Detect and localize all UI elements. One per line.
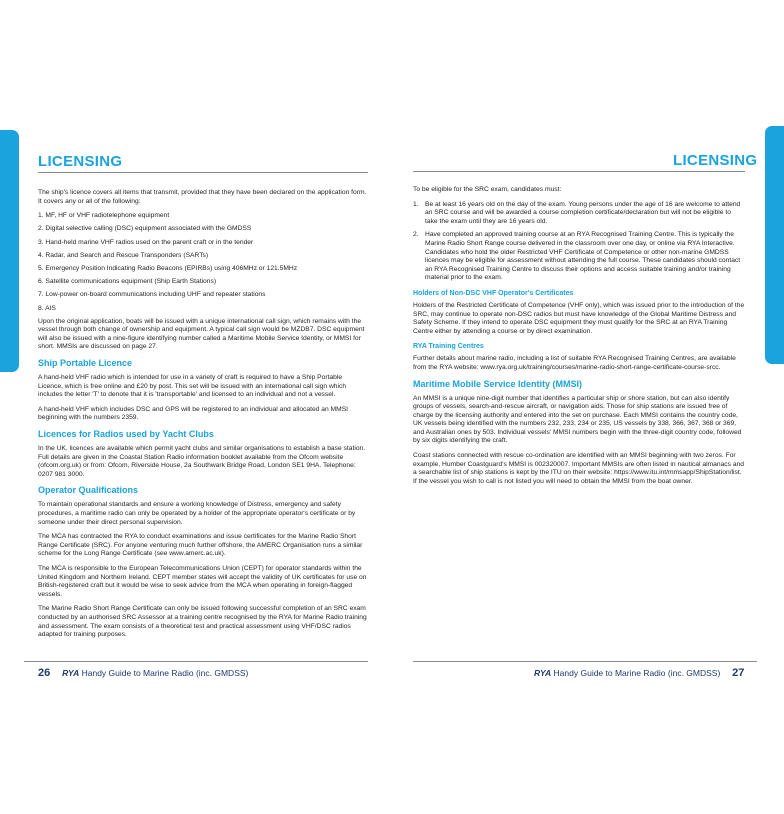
equipment-list-item: 3. Hand-held marine VHF radios used on the parent craft or in the tender [38,238,254,246]
right-page-tab [765,126,784,364]
section-title: Operator Qualifications [38,485,139,496]
eligibility-item [413,201,745,227]
eligibility-item [413,231,745,283]
left-page-tab [0,130,19,372]
right-footer-brand: RYA [534,668,552,678]
equipment-list-item: 1. MF, HF or VHF radiotelephone equipment [38,212,170,220]
section-title: Holders of Non-DSC VHF Operator's Certificates [413,289,574,297]
section-paragraph: In the UK, licences are available which permit yacht clubs and similar organisations to establish a base station. Full details are given in the Coastal Station Radio information booklet available from the Ofcom website (ofcom.org.uk) or from: Ofcom, Riverside House, 2a Southwark Bridge Road, London SE1 9HA. Telephone: 0207 981 3000. [38,445,366,478]
left-footer [38,667,248,679]
section-paragraph: A hand-held VHF radio which is intended for use in a variety of craft is required to have a Ship Portable Licence, which is free online and £20 by post. This set will be issued with an international call sign which includes the letter 'T' to denote that it is 'transportable' and licensed to an individual and not a vessel. [38,374,347,399]
right-page-heading: LICENSING [673,152,758,169]
section-paragraph: Further details about marine radio, including a list of suitable RYA Recognised Training Centres, are available from the RYA website: www.rya.org.uk/training/courses/marine-radio-short-range-certificate-course-srcc. [413,355,736,371]
equipment-list [38,212,368,313]
left-page-body [38,189,368,646]
left-page-heading: LICENSING [38,153,123,170]
left-footer-rule [24,661,368,662]
section-paragraph: An MMSI is a unique nine-digit number that identifies a particular ship or shore station, but can also identify groups of vessels, search-and-rescue aircraft, or navigation aids. Those for ship stations are issued free of charge by the licensing authority and entered into the set on purchase. Each MMSI contains the country code, UK vessels being identified with the numbers 232, 233, 234 or 235, US vessels by 338, 366, 367, 368 or 369, and Australian ones by 503. Individual vessels' MMSI numbers begin with the three-digit country code, followed by six digits identifying the craft. [413,394,742,445]
equipment-list-item: 4. Radar, and Search and Rescue Transponders (SARTs) [38,251,209,259]
section-title: Maritime Mobile Service Identity (MMSI) [413,378,583,389]
section-paragraph: The MCA is responsible to the European Telecommunications Union (CEPT) for operator standards within the United Kingdom and Northern Ireland. CEPT member states will accept the validity of UK certificates for use on British-registered craft but it would be wise to seek advice from the MCA when operating in foreign-flagged vessels. [38,564,367,598]
section-paragraph: Holders of the Restricted Certificate of Competence (VHF only), which was issued prior to the introduction of the SRC, may continue to operate non-DSC radios but must have knowledge of the Global Maritime Distress and Safety Scheme. If they intend to operate DSC equipment they must qualify for the SRC at an RYA Training Centre either by attending a course or by direct examination. [413,301,745,335]
right-intro: To be eligible for the SRC exam, candidates must: [413,186,562,193]
right-footer-title: Handy Guide to Marine Radio (inc. GMDSS) [553,668,721,678]
section-title: Licences for Radios used by Yacht Clubs [38,429,214,440]
equipment-list-item: 6. Satellite communications equipment (Ship Earth Stations) [38,278,217,286]
eligibility-text: Have completed an approved training course at an RYA Recognised Training Centre. This is typically the Marine Radio Short Range course delivered in the classroom over one day, or online via RYA Interactive. Candidates who hold the older Restricted VHF Certificate of Competence or other non-marine GMDSS licences may be eligible for assessment without attending the full course. These candidates should contact an RYA Recognised Training Centre to discuss their options and access suitable training and/or training material prior to the exam. [425,231,741,282]
right-page-number: 27 [732,667,745,679]
section-paragraph: Coast stations connected with rescue co-ordination are identified with an MMSI beginning with two zeros. For example, Humber Coastguard's MMSI is 002320007. Important MMSIs are often listed in nautical almanacs and a searchable list of ship stations is kept by the ITU on their website: https://www.itu.int/mmsapp/ShipStation/list. If the vessel you wish to call is not listed you will need to obtain the MMSI from the boat owner. [413,452,744,485]
eligibility-number: 2. [413,231,419,239]
eligibility-number: 1. [413,200,419,208]
section-paragraph: To maintain operational standards and ensure a working knowledge of Distress, emergency and safety procedures, a maritime radio can only be operated by a holder of the appropriate operator's certificate or by someone under their direct personal supervision. [38,501,356,526]
equipment-list-item: 8. AIS [38,304,56,312]
right-sections [413,289,745,487]
section-title: Ship Portable Licence [38,358,133,369]
eligibility-list [413,201,745,283]
left-intro: The ship's licence covers all items that transmit, provided that they have been declared on the application form. It covers any or all of the following: [38,189,367,205]
left-page-number: 26 [38,667,51,679]
equipment-list-item: 7. Low-power on-board communications including UHF and repeater stations [38,291,266,299]
section-paragraph: A hand-held VHF which includes DSC and GPS will be registered to an individual and allocated an MMSI beginning with the numbers 2359. [38,405,349,422]
equipment-list-item: 2. Digital selective calling (DSC) equipment associated with the GMDSS [38,225,252,233]
right-page-body [413,186,745,492]
equipment-list-item: 5. Emergency Position Indicating Radio Beacons (EPIRBs) using 406MHz or 121.5MHz [38,264,298,272]
left-footer-title: Handy Guide to Marine Radio (inc. GMDSS) [81,668,249,678]
section-title: RYA Training Centres [413,343,484,351]
call-sign-paragraph: Upon the original application, boats will be issued with a unique international call sign, which remains with the vessel through both change of ownership and equipment. A typical call sign would be MZDB7. DSC equipment will also be issued with a nine-figure identifying number called a Maritime Mobile Service Identity, or MMSI for short. MMSIs are discussed on page 27. [38,317,365,351]
left-sections [38,358,368,640]
left-heading-rule [38,172,368,173]
section-paragraph: The Marine Radio Short Range Certificate can only be issued following successful completion of an SRC exam conducted by an authorised SRC Assessor at a training centre recognised by the RYA for Marine Radio training and assessment. The exam consists of a theoretical test and practical assessment using VHF/DSC radios adapted for training purposes. [38,605,367,639]
eligibility-text: Be at least 16 years old on the day of the exam. Young persons under the age of 16 are welcome to attend an SRC course and will be awarded a course completion certificate/declaration but will not be eligible to take the exam until they are 16 years old. [425,200,741,225]
right-footer-rule [413,661,757,662]
section-paragraph: The MCA has contracted the RYA to conduct examinations and issue certificates for the Marine Radio Short Range Certificate (SRC). For anyone venturing much further offshore, the AMERC Organisation runs a similar scheme for the Long Range Certificate (see www.amerc.ac.uk). [38,533,363,558]
right-heading-rule [413,171,745,172]
left-footer-brand: RYA [62,668,80,678]
right-footer [534,667,744,679]
